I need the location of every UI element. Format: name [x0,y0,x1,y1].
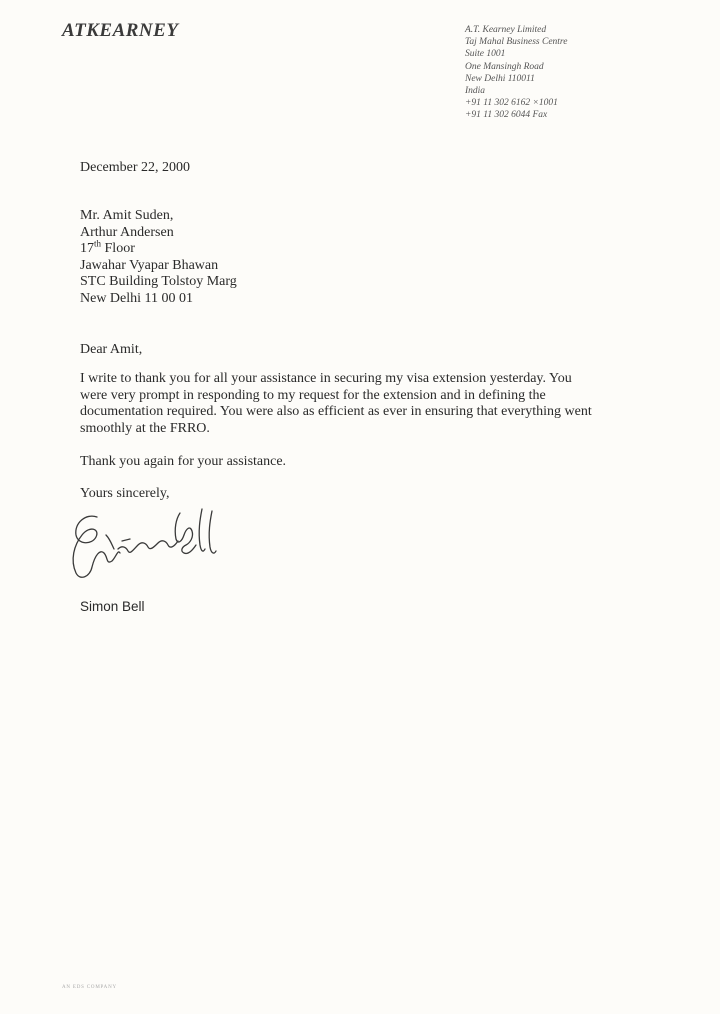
recipient-address [80,208,237,308]
body-line: documentation required. You were also as efficient as ever in ensuring that everything went [80,404,592,419]
handwritten-signature [62,505,242,590]
body-line: were very prompt in responding to my request for the extension and in defining the [80,387,546,403]
salutation: Dear Amit, [80,342,143,357]
address-line: New Delhi 110011 [465,73,535,84]
body-line: smoothly at the FRRO. [80,420,210,436]
letter-date: December 22, 2000 [80,160,191,175]
company-logo: ATKEARNEY [62,20,179,41]
recipient-company: Arthur Andersen [80,224,174,240]
recipient-city: New Delhi 11 00 01 [80,290,194,306]
signer-name: Simon Bell [80,599,145,614]
recipient-floor [80,238,237,258]
address-line: Suite 1001 [465,49,506,60]
body-line: I write to thank you for all your assistance in securing my visa extension yesterday. You [80,371,572,386]
body-paragraph [80,371,620,437]
address-line: India [465,86,486,97]
address-line: Taj Mahal Business Centre [465,37,568,48]
address-line: +91 11 302 6044 Fax [465,110,548,121]
recipient-building: Jawahar Vyapar Bhawan [80,257,219,273]
address-line: A.T. Kearney Limited [465,25,547,35]
address-line: One Mansingh Road [465,61,544,72]
thanks-line: Thank you again for your assistance. [80,454,287,469]
floor-suffix: th [94,238,102,249]
address-line: +91 11 302 6162 ×1001 [465,98,558,109]
footer-text: AN EDS COMPANY [62,985,117,990]
floor-number: 17 [80,241,94,257]
floor-word: Floor [101,241,135,257]
recipient-name: Mr. Amit Suden, [80,208,174,223]
closing: Yours sincerely, [80,486,170,501]
letterhead-address [465,24,567,122]
recipient-street: STC Building Tolstoy Marg [80,274,237,290]
